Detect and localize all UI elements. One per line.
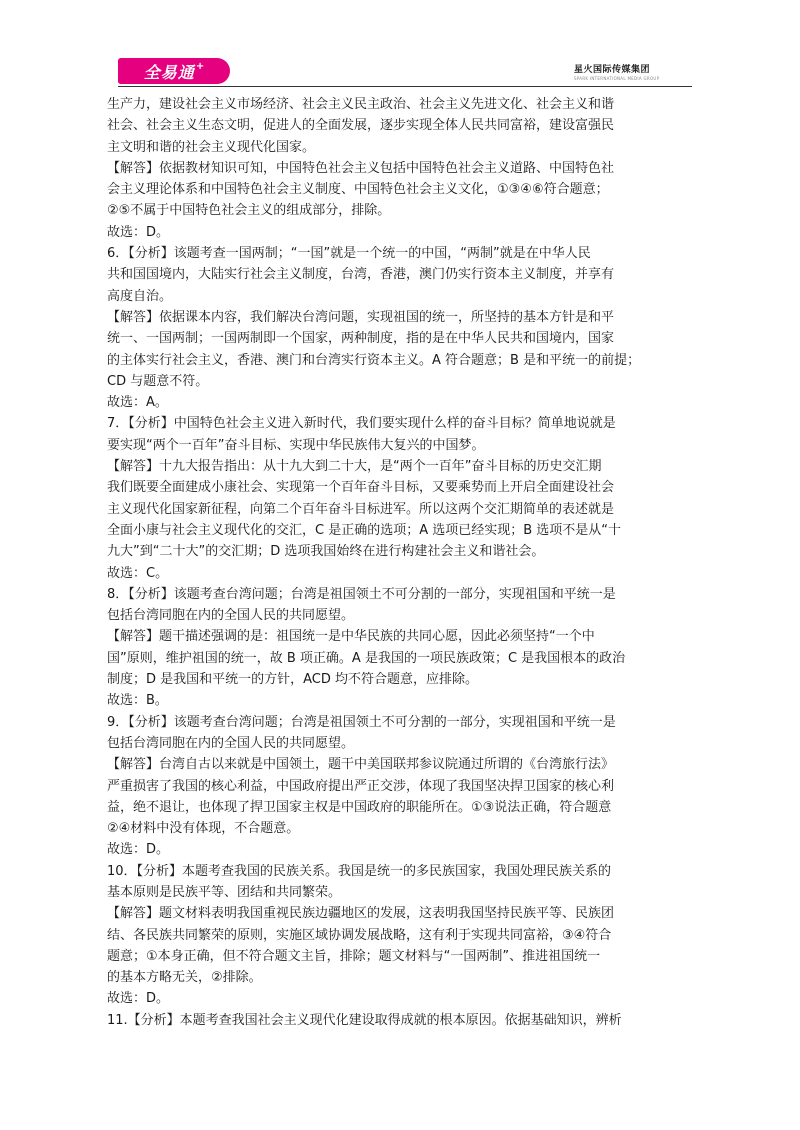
text-line: 故选：D。 xyxy=(107,842,170,858)
text-line: 故选：C。 xyxy=(107,565,169,581)
text-line: 9．【分析】该题考查台湾问题；台湾是祖国领土不可分割的一部分，实现祖国和平统一是 xyxy=(107,714,616,730)
text-line: 主义现代化国家新征程，向第二个百年奋斗目标进军。所以这两个交汇期简单的表述就是 xyxy=(107,501,615,517)
text-line: 统一、一国两制；一国两制即一个国家，两种制度，指的是在中华人民共和国境内，国家 xyxy=(107,331,615,347)
logo-plus-icon: + xyxy=(195,60,205,72)
text-line: 会主义理论体系和中国特色社会主义制度、中国特色社会主义文化，①③④⑥符合题意； xyxy=(107,182,609,198)
text-line: 故选：D。 xyxy=(107,224,170,240)
text-line: 国”原则，维护祖国的统一，故 B 项正确。A 是我国的一项民族政策；C 是我国根本的政治 xyxy=(107,650,626,666)
text-line: ②⑤不属于中国特色社会主义的组成部分，排除。 xyxy=(107,203,391,219)
text-line: 故选：B。 xyxy=(107,693,168,709)
text-line: 6．【分析】该题考查一国两制；“一国”就是一个统一的中国，“两制”就是在中华人民 xyxy=(107,246,591,262)
text-line: 【解答】题文材料表明我国重视民族边疆地区的发展，这表明我国坚持民族平等、民族团 xyxy=(107,906,615,922)
text-line: 要实现“两个一百年”奋斗目标、实现中华民族伟大复兴的中国梦。 xyxy=(107,437,485,453)
text-line: 故选：A。 xyxy=(107,395,168,411)
text-line: 【解答】十九大报告指出：从十九大到二十大，是“两个一百年”奋斗目标的历史交汇期 xyxy=(107,459,602,475)
text-line: 故选：D。 xyxy=(107,991,170,1007)
text-line: 结、各民族共同繁荣的原则，实施区域协调发展战略，这有利于实现共同富裕，③④符合 xyxy=(107,927,612,943)
text-line: 基本原则是民族平等、团结和共同繁荣。 xyxy=(107,884,342,900)
document-body xyxy=(107,94,699,1031)
text-line: 题意；①本身正确，但不符合题文主旨，排除；题文材料与“一国两制”、推进祖国统一 xyxy=(107,948,601,964)
text-line: 的主体实行社会主义，香港、澳门和台湾实行资本主义。A 符合题意；B 是和平统一的前提； xyxy=(107,352,641,368)
text-line: 全面小康与社会主义现代化的交汇，C 是正确的选项；A 选项已经实现；B 选项不是从“十 xyxy=(107,522,622,538)
text-line: 制度；D 是我国和平统一的方针，ACD 均不符合题意，应排除。 xyxy=(107,672,479,688)
text-line: 【解答】台湾自古以来就是中国领土，题干中美国联邦参议院通过所谓的《台湾旅行法》 xyxy=(107,757,615,773)
company-name-en: SPARK INTERNATIONAL MEDIA GROUP xyxy=(574,76,660,81)
text-line: 主文明和谐的社会主义现代化国家。 xyxy=(107,139,316,155)
text-line: 高度自治。 xyxy=(107,288,173,304)
text-line: 【解答】依据教材知识可知，中国特色社会主义包括中国特色社会主义道路、中国特色社 xyxy=(107,160,615,176)
page-header xyxy=(0,0,800,96)
text-line: 共和国国境内，大陆实行社会主义制度，台湾，香港，澳门仍实行资本主义制度，并享有 xyxy=(107,267,615,283)
text-line: 我们既要全面建成小康社会、实现第一个百年奋斗目标，又要乘势而上开启全面建设社会 xyxy=(107,480,615,496)
text-line: 益，绝不退让，也体现了捍卫国家主权是中国政府的职能所在。①③说法正确，符合题意 xyxy=(107,799,612,815)
company-name-cn: 星火国际传媒集团 xyxy=(574,65,651,75)
text-line: CD 与题意不符。 xyxy=(107,373,209,389)
text-line: 包括台湾同胞在内的全国人民的共同愿望。 xyxy=(107,735,355,751)
text-line: 【解答】依据课本内容，我们解决台湾问题，实现祖国的统一，所坚持的基本方针是和平 xyxy=(107,309,615,325)
company-name xyxy=(574,62,694,81)
text-line: 社会、社会主义生态文明，促进人的全面发展，逐步实现全体人民共同富裕，建设富强民 xyxy=(107,118,615,134)
text-line: ②④材料中没有体现，不合题意。 xyxy=(107,821,300,837)
text-line: 九大”到“二十大”的交汇期；D 选项我国始终在进行构建社会主义和谐社会。 xyxy=(107,544,545,560)
logo-text: 全易通 xyxy=(143,62,195,82)
text-line: 8．【分析】该题考查台湾问题；台湾是祖国领土不可分割的一部分，实现祖国和平统一是 xyxy=(107,586,616,602)
text-line: 生产力，建设社会主义市场经济、社会主义民主政治、社会主义先进文化、社会主义和谐 xyxy=(107,97,615,112)
header-divider xyxy=(118,86,692,87)
text-line: 7．【分析】中国特色社会主义进入新时代，我们要实现什么样的奋斗目标？简单地说就是 xyxy=(107,416,616,432)
text-line: 11.【分析】本题考查我国社会主义现代化建设取得成就的根本原因。依据基础知识，辨析 xyxy=(107,1012,622,1028)
text-line: 【解答】题干描述强调的是：祖国统一是中华民族的共同心愿，因此必须坚持“一个中 xyxy=(107,629,595,645)
text-line: 10．【分析】本题考查我国的民族关系。我国是统一的多民族国家，我国处理民族关系的 xyxy=(107,863,612,879)
text-line: 的基本方略无关，②排除。 xyxy=(107,970,262,986)
text-line: 包括台湾同胞在内的全国人民的共同愿望。 xyxy=(107,608,355,624)
brand-logo xyxy=(118,58,230,84)
text-line: 严重损害了我国的核心利益，中国政府提出严正交涉，体现了我国坚决捍卫国家的核心利 xyxy=(107,778,615,794)
